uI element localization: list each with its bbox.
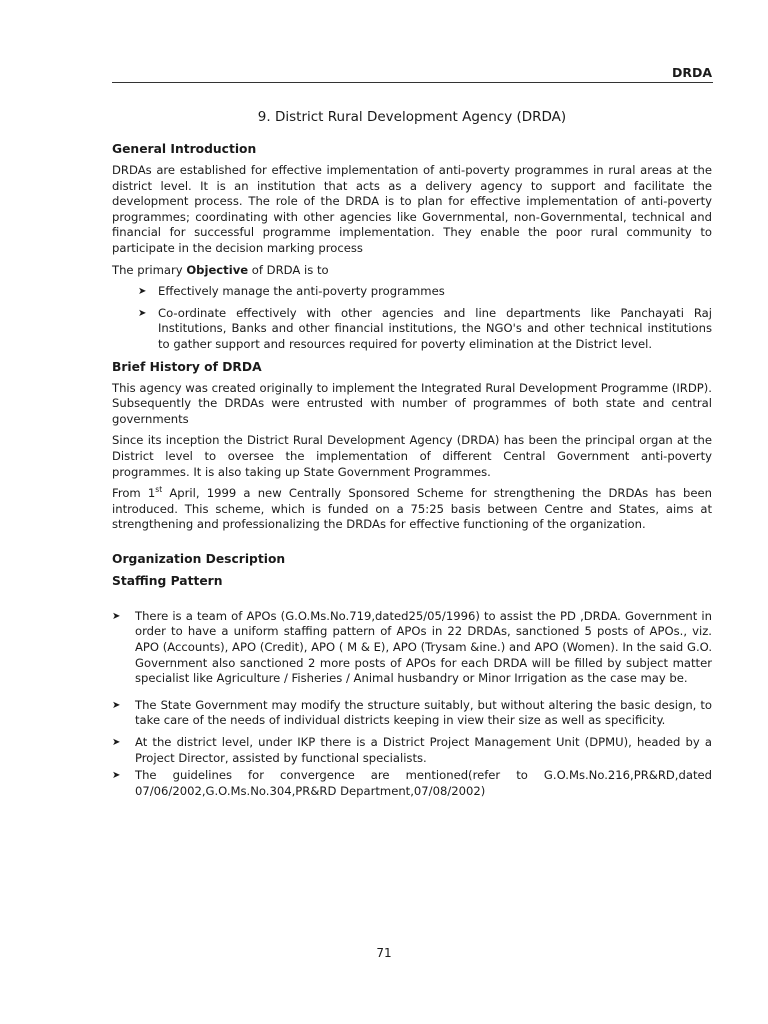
arrow-bullet-icon: ➤: [112, 770, 121, 782]
section-heading-general: General Introduction: [112, 142, 257, 156]
history-paragraph-1: This agency was created originally to implement the Integrated Rural Development Programme (IRDP). Subsequently the DRDAs were entrusted with number of programmes of both state and central governments: [112, 380, 712, 426]
staffing-text: At the district level, under IKP there is a District Project Management Unit (DPMU), headed by a Project Director, assisted by functional specialists.: [135, 735, 712, 765]
list-item: [112, 284, 712, 300]
arrow-bullet-icon: ➤: [112, 699, 121, 711]
objective-suffix: of DRDA is to: [248, 262, 329, 277]
section-heading-organization: Organization Description: [112, 551, 286, 566]
list-item: [112, 306, 712, 353]
list-item: [112, 698, 712, 729]
objectives-list: [112, 284, 712, 352]
page-content: [112, 108, 712, 805]
arrow-bullet-icon: ➤: [112, 737, 121, 749]
header-divider: [112, 82, 713, 83]
staffing-text: The State Government may modify the structure suitably, but without altering the basic design, to take care of the needs of individual districts keeping in view their size as well as specificity.: [135, 697, 712, 728]
list-item: [112, 609, 712, 687]
staffing-text: There is a team of APOs (G.O.Ms.No.719,dated25/05/1996) to assist the PD ,DRDA. Government in order to have a uniform staffing pattern of APOs in 22 DRDAs, sanctioned 5 posts of APOs., viz. APO (Accounts), APO (Credit), APO ( M & E), APO (Trysam &ine.) and APO (Women). In the said G.O. Government also sanctioned 2 more posts of APOs for each DRDA will be filled by subject matter specialist like Agriculture / Fisheries / Animal husbandry or Minor Irrigation as the case may be.: [135, 608, 712, 686]
staffing-text: The guidelines for convergence are mentioned(refer to G.O.Ms.No.216,PR&RD,dated 07/06/2002,G.O.Ms.No.304,PR&RD Department,07/08/2002): [135, 768, 712, 798]
general-intro-paragraph: DRDAs are established for effective implementation of anti-poverty programmes in rural areas at the district level. It is an institution that acts as a delivery agency to support and facilitate the development process. The role of the DRDA is to plan for effective implementation of anti-poverty programmes; coordinating with other agencies like Governmental, non-Governmental, technical and financial for successful programme implementation. They enable the poor rural community to participate in the decision marking process: [112, 163, 712, 255]
history-paragraph-3: [112, 486, 712, 533]
staffing-list: [112, 609, 712, 800]
arrow-bullet-icon: ➤: [138, 307, 147, 319]
page-number: 71: [376, 946, 392, 960]
arrow-bullet-icon: ➤: [138, 286, 147, 298]
objective-text: Effectively manage the anti-poverty programmes: [158, 284, 445, 299]
objective-text: Co-ordinate effectively with other agencies and line departments like Panchayati Raj Institutions, Banks and other financial institutions, the NGO's and other technical institutions to gather support and resources required for poverty elimination at the District level.: [158, 305, 712, 351]
arrow-bullet-icon: ➤: [112, 610, 121, 622]
objective-keyword: Objective: [186, 262, 249, 277]
section-subheading-staffing: Staffing Pattern: [112, 573, 223, 588]
ordinal-superscript: st: [155, 485, 163, 495]
page-title: 9. District Rural Development Agency (DRDA): [257, 109, 567, 125]
history-p3-rest: April, 1999 a new Centrally Sponsored Scheme for strengthening the DRDAs has been introduced. This scheme, which is funded on a 75:25 basis between Centre and States, aims at strengthening and professionalizing the DRDAs for effective functioning of the organization.: [112, 486, 712, 532]
section-heading-history: Brief History of DRDA: [112, 359, 262, 374]
objective-prefix: The primary: [112, 262, 187, 277]
list-item: [112, 735, 712, 766]
history-p3-prefix: From 1: [112, 486, 156, 501]
history-paragraph-2: Since its inception the District Rural Development Agency (DRDA) has been the principal organ at the District level to oversee the implementation of different Central Government anti-poverty programmes. It is also taking up State Government Programmes.: [112, 433, 712, 479]
objective-intro: [112, 263, 712, 279]
list-item: [112, 768, 712, 799]
header-label: DRDA: [671, 65, 712, 80]
